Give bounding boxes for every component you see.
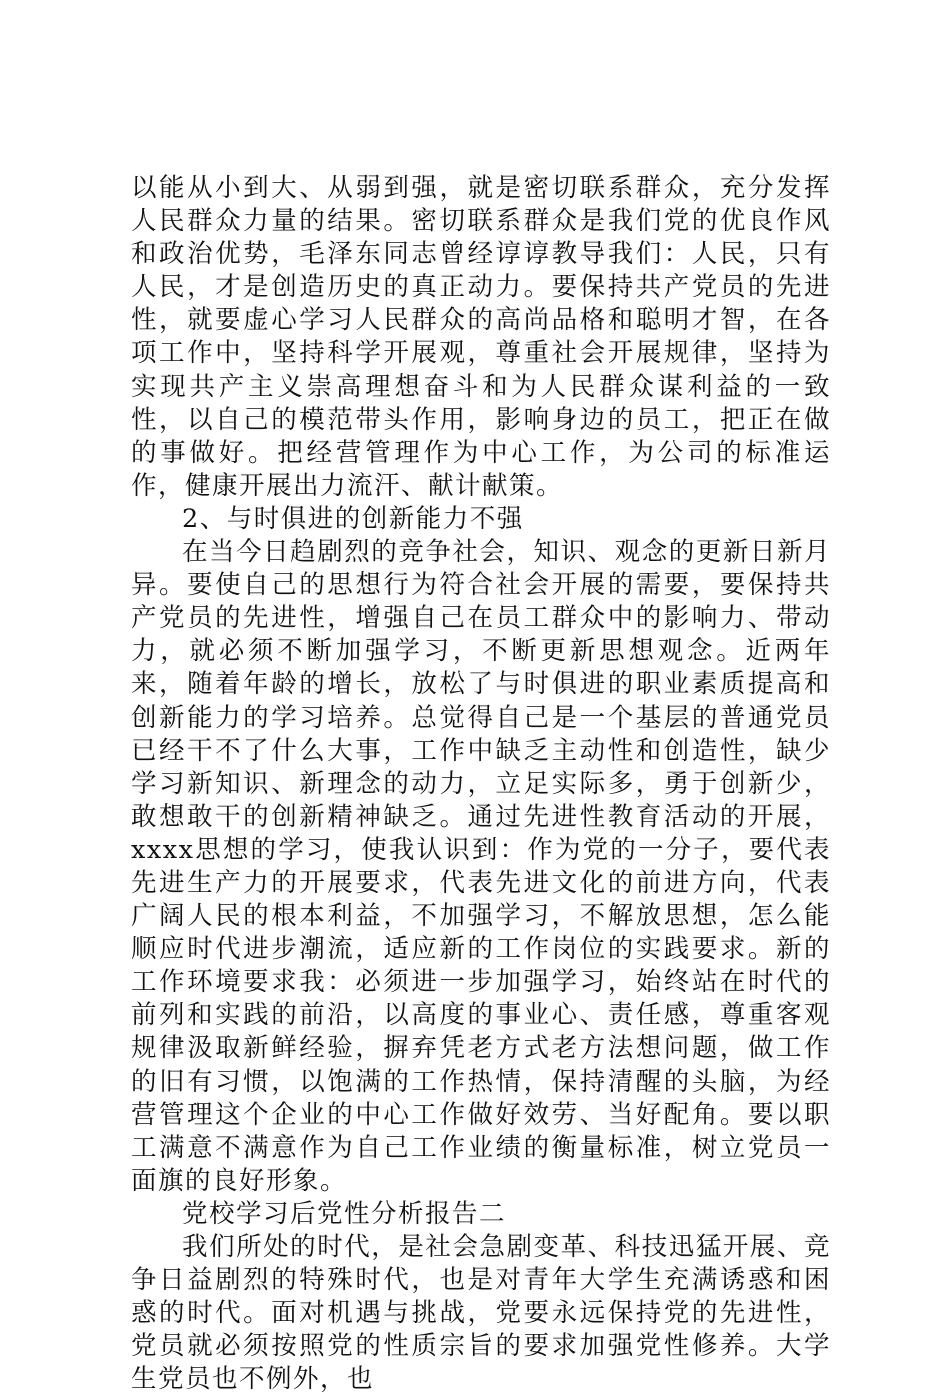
paragraph-2-body: 在当今日趋剧烈的竞争社会，知识、观念的更新日新月异。要使自己的思想行为符合社会开展的需要，要保持共产党员的先进性，增强自己在员工群众中的影响力、带动力，就必须不断加强学习，不断更新思想观念。近两年来，随着年龄的增长，放松了与时俱进的职业素质提高和创新能力的学习培养。总觉得自己是一个基层的普通党员已经干不了什么大事，工作中缺乏主动性和创造性，缺少学习新知识、新理念的动力，立足实际多，勇于创新少，敢想敢干的创新精神缺乏。通过先进性教育活动的开展，xxxx思想的学习，使我认识到：作为党的一分子，要代表先进生产力的开展要求，代表先进文化的前进方向，代表广阔人民的根本利益，不加强学习，不解放思想，怎么能顺应时代进步潮流，适应新的工作岗位的实践要求。新的工作环境要求我：必须进一步加强学习，始终站在时代的前列和实践的前沿，以高度的事业心、责任感，尊重客观规律汲取新鲜经验，摒弃凭老方式老方法想问题，做工作的旧有习惯，以饱满的工作热情，保持清醒的头脑，为经营管理这个企业的中心工作做好效劳、当好配角。要以职工满意不满意作为自己工作业绩的衡量标准，树立党员一面旗的良好形象。 [131,537,831,1196]
section-heading-innovation: 2、与时俱进的创新能力不强 [182,503,524,534]
paragraph-1-body: 以能从小到大、从弱到强，就是密切联系群众，充分发挥人民群众力量的结果。密切联系群众是我们党的优良作风和政治优势，毛泽东同志曾经谆谆教导我们：人民，只有人民，才是创造历史的真正动力。要保持共产党员的先进性，就要虚心学习人民群众的高尚品格和聪明才智，在各项工作中，坚持科学开展观，尊重社会开展规律，坚持为实现共产主义崇高理想奋斗和为人民群众谋利益的一致性，以自己的模范带头作用，影响身边的员工，把正在做的事做好。把经营管理作为中心工作，为公司的标准运作，健康开展出力流汗、献计献策。 [131,173,831,501]
paragraph-3-body: 我们所处的时代，是社会急剧变革、科技迅猛开展、竞争日益剧烈的特殊时代，也是对青年大学生充满诱惑和困惑的时代。面对机遇与挑战，党要永远保持党的先进性，党员就必须按照党的性质宗旨的要求加强党性修养。大学生党员也不例外，也 [131,1232,831,1395]
document-page [131,172,831,1396]
report-two-title: 党校学习后党性分析报告二 [182,1198,507,1229]
